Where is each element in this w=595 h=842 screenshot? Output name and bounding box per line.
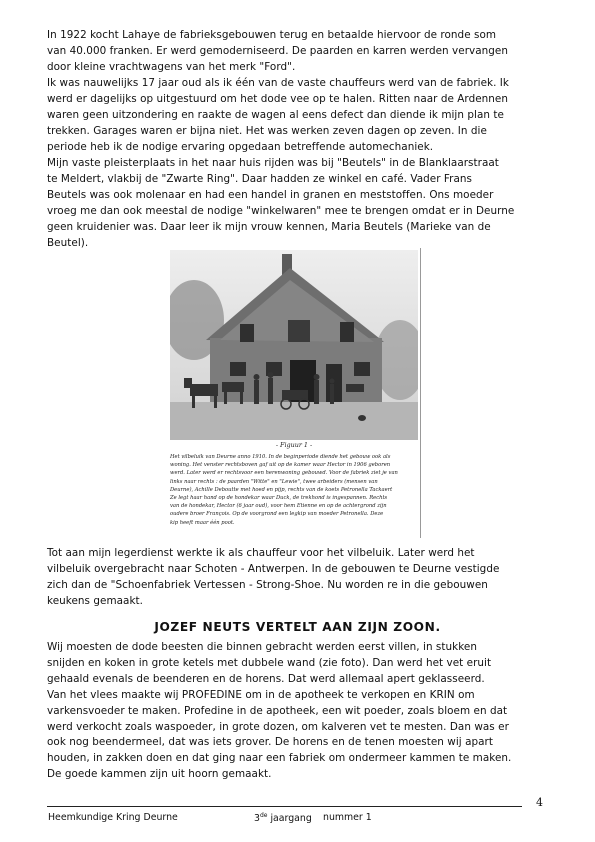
caption-line: links naar rechts : de paarden "Witte" en "Lewie", twee arbeiders (mensen van [170,478,378,485]
paragraph-4 [47,546,537,610]
figure-caption [170,453,420,527]
caption-line: van de hondekar, Hector (6 jaar oud), voor hem Etienne en op de achtergrond zijn [170,503,387,510]
text-line: keukens gemaakt. [47,594,144,607]
text-line: Wij moesten de dode beesten die binnen gebracht werden eerst villen, in stukken [47,641,477,653]
text-line: van 40.000 franken. Er werd gemoderniseerd. De paarden en karren werden vervangen [47,44,508,57]
text-line: De goede kammen zijn uit hoorn gemaakt. [47,768,272,781]
caption-line: Het vilbeluik van Deurne anno 1910. In de beginperiode diende het gebouw ook als [170,454,391,460]
text-line: werd er dagelijks op uitgestuurd om het dode vee op te halen. Ritten naar de Ardennen [47,92,508,105]
text-line: ook nog beendermeel, dat was iets grover. De horens en de tenen moesten wij apart [47,736,493,749]
footer-issue-number: nummer 1 [323,812,372,823]
volume-suffix: de [259,812,268,819]
historic-photo [170,250,418,440]
text-line: zich dan de "Schoenfabriek Vertessen - Strong-Shoe. Nu worden re in die gebouwen [47,578,488,591]
paragraph-2 [47,76,537,156]
text-line: periode heb ik de nodige ervaring opgedaan betreffende automechaniek. [47,140,434,153]
text-line: werd verkocht zoals waspoeder, in grote dozen, om kalveren vet te mesten. Dan was er [47,720,509,733]
caption-line: woning. Het venster rechtsboven gaf uit op de kamer waar Hector in 1906 geboren [170,462,391,469]
caption-line: oudere broer François. Op de voorgrond een legkip van moeder Petronella. Deze [170,511,384,518]
text-line: door kleine vrachtwagens van het merk "Ford". [47,60,296,73]
paragraph-5 [47,640,537,783]
text-line: waren geen uitzondering en raakte de wagen al eens defect dan diende ik mijn plan te [47,108,504,121]
paragraph-3 [47,156,537,251]
text-line: Van het vlees maakte wij PROFEDINE om in de apotheek te verkopen en KRIN om [47,688,475,701]
footer-organization: Heemkundige Kring Deurne [48,812,178,823]
volume-word: jaargang [267,813,312,825]
text-line: varkensvoeder te maken. Profedine in de apotheek, een wit poeder, zoals bloem en dat [47,704,508,717]
text-line: te Meldert, vlakbij de "Zwarte Ring". Daar hadden ze winkel en café. Vader Frans [47,172,473,185]
caption-line: Deurne), Achille Deboutte met hoed en pijp, rechts van de koets Petronella Tackaert [170,486,393,493]
building-photo-image [170,250,418,440]
text-line: snijden en koken in grote ketels met dubbele wand (zie foto). Dan werd het vet eruit [47,656,492,669]
text-line: houden, in zakken doen en dat ging naar een fabriek om ondermeer kammen te maken. [47,752,512,765]
text-line: Mijn vaste pleisterplaats in het naar huis rijden was bij "Beutels" in de Blanklaarstraat [47,157,499,169]
text-line: Tot aan mijn legerdienst werkte ik als chauffeur voor het vilbeluik. Later werd het [47,547,475,559]
text-line: Beutels was ook molenaar en had een handel in granen en meststoffen. Ons moeder [47,188,494,201]
text-line: trekken. Garages waren er bijna niet. Het was werken zeven dagen op zeven. In die [47,124,487,137]
caption-line: werd. Later werd er rechtsvoor een herenwoning gebouwd. Voor de fabriek ziet je van [170,470,398,477]
text-line: Beutel). [47,236,89,249]
text-line: vroeg me dan ook meestal de nodige "winkelwaren" mee te brengen omdat er in Deurne [47,204,515,217]
volume-number: 3 [254,813,260,825]
text-line: vilbeluik overgebracht naar Schoten - Antwerpen. In de gebouwen te Deurne vestigde [47,562,500,575]
page-number: 4 [536,796,543,809]
caption-line: Ze legt haar hand op de hondekar waar Duck, de trekhond is ingespannen. Rechts [170,495,388,502]
figure-title: - Figuur 1 - [275,441,313,449]
section-title: JOZEF NEUTS VERTELT AAN ZIJN ZOON. [154,620,441,634]
caption-line: kip heeft maar één poot. [170,519,235,526]
paragraph-1 [47,28,537,76]
text-line: geen kruidenier was. Daar leer ik mijn vrouw kennen, Maria Beutels (Marieke van de [47,220,491,233]
footer-volume [254,812,312,824]
text-line: Ik was nauwelijks 17 jaar oud als ik één van de vaste chauffeurs werd van de fabriek. Ik [47,77,509,89]
text-line: In 1922 kocht Lahaye de fabrieksgebouwen terug en betaalde hiervoor de ronde som [47,29,497,41]
figure-1 [168,248,421,538]
footer-divider [47,806,522,807]
text-line: gehaald evenals de beenderen en de horens. Dat werd allemaal apert geklasseerd. [47,672,485,685]
